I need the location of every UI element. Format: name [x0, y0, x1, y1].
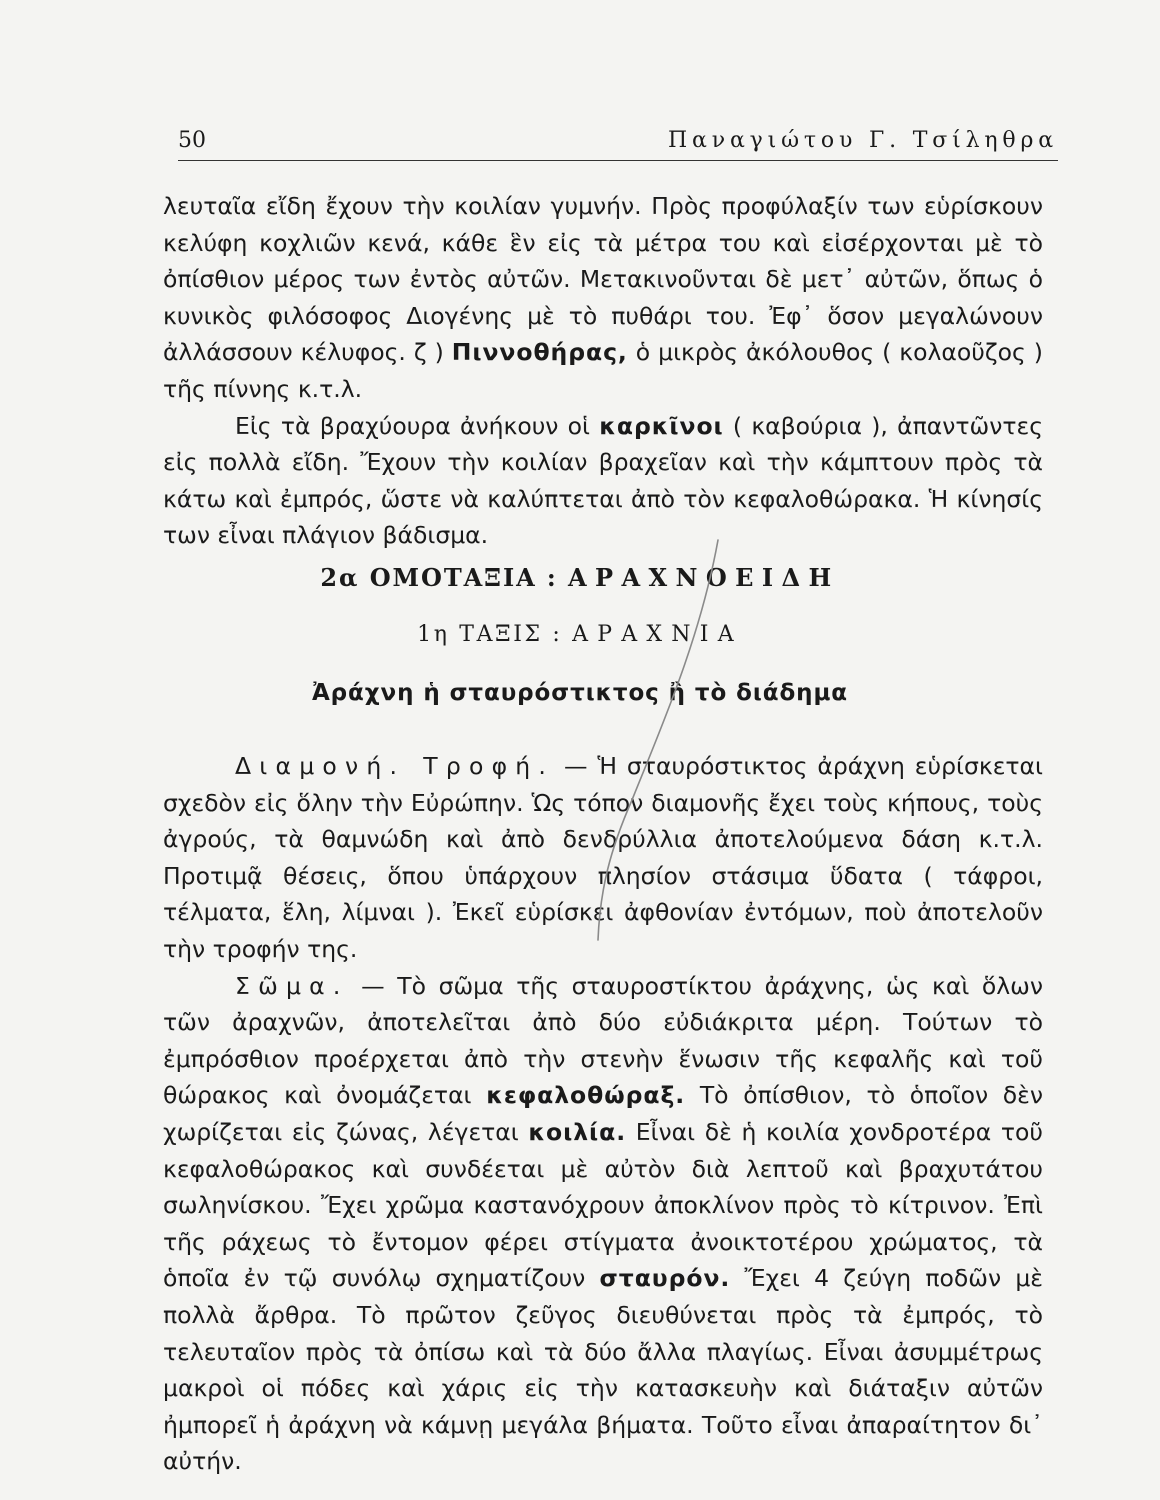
term-abdomen: κοιλία.: [528, 1117, 627, 1146]
body-text-bottom: [163, 748, 1043, 1480]
page-number: 50: [178, 128, 206, 153]
label-body: Σῶμα.: [235, 971, 349, 1000]
body-text-top: [163, 188, 1043, 554]
term-cross: σταυρόν.: [599, 1264, 731, 1293]
term-cephalothorax: κεφαλοθώραξ.: [486, 1081, 686, 1110]
heading-order-name: ΑΡΑΧΝΟΕΙΔΗ: [568, 563, 840, 592]
running-head: Παναγιώτου Γ. Τσίληθρα: [668, 128, 1058, 153]
heading-species: Ἀράχνη ἡ σταυρόστικτος ἢ τὸ διάδημα: [311, 680, 849, 706]
paragraph-hermit-crabs: λευταῖα εἴδη ἔχουν τὴν κοιλίαν γυμνήν. Πρὸς προφύλαξίν των εὑρίσκουν κελύφη κοχλιῶν κενά, κάθε ἓν εἰς τὰ μέτρα του καὶ εἰσέρχονται μὲ τὸ ὀπίσθιον μέρος των ἐντὸς αὐτῶν. Μετακινοῦνται δὲ μετ᾽ αὐτῶν, ὅπως ὁ κυνικὸς φιλόσοφος Διογένης μὲ τὸ πυθάρι του. Ἐφ᾽ ὅσον μεγαλώνουν ἀλλάσσουν κέλυφος. ζ ) Πιννοθήρας, ὁ μικρὸς ἀκόλουθος ( κολαοῦζος ) τῆς πίννης κ.τ.λ.: [163, 192, 1043, 403]
heading-class: 1η ΤΑΞΙΣ : ΑΡΑΧΝΙΑ: [417, 622, 743, 647]
page-header: [178, 128, 1058, 161]
term-pinnotheres: Πιννοθήρας,: [451, 338, 628, 367]
heading-class-name: ΑΡΑΧΝΙΑ: [572, 622, 743, 647]
paragraph-body: Σῶμα. — Τὸ σῶμα τῆς σταυροστίκτου ἀράχνης, ὡς καὶ ὅλων τῶν ἀραχνῶν, ἀποτελεῖται ἀπὸ δύο εὐδιάκριτα μέρη. Τούτων τὸ ἐμπρόσθιον προέρχεται ἀπὸ τὴν στενὴν ἕνωσιν τῆς κεφαλῆς καὶ τοῦ θώρακος καὶ ὀνομάζεται κεφαλοθώραξ. Τὸ ὀπίσθιον, τὸ ὁποῖον δὲν χωρίζεται εἰς ζώνας, λέγεται κοιλία. Εἶναι δὲ ἡ κοιλία χονδροτέρα τοῦ κεφαλοθώρακος καὶ συνδέεται μὲ αὐτὸν διὰ λεπτοῦ καὶ βραχυτάτου σωληνίσκου. Ἔχει χρῶμα καστανόχρουν ἀποκλίνον πρὸς τὸ κίτρινον. Ἐπὶ τῆς ράχεως τὸ ἔντομον φέρει στίγματα ἀνοικτοτέρου χρώματος, τὰ ὁποῖα ἐν τῷ συνόλῳ σχηματίζουν σταυρόν. Ἔχει 4 ζεύγη ποδῶν μὲ πολλὰ ἄρθρα. Τὸ πρῶτον ζεῦγος διευθύνεται πρὸς τὰ ἐμπρός, τὸ τελευταῖον πρὸς τὰ ὀπίσω καὶ τὰ δύο ἄλλα πλαγίως. Εἶναι ἀσυμμέτρως μακροὶ οἱ πόδες καὶ χάρις εἰς τὴν κατασκευὴν καὶ διάταξιν αὐτῶν ἠμπορεῖ ἡ ἀράχνη νὰ κάμνῃ μεγάλα βήματα. Τοῦτο εἶναι ἀπαραίτητον δι᾽ αὐτήν.: [163, 971, 1043, 1476]
paragraph-crabs: Εἰς τὰ βραχύουρα ἀνήκουν οἱ καρκῖνοι ( καβούρια ), ἀπαντῶντες εἰς πολλὰ εἴδη. Ἔχουν τὴν κοιλίαν βραχεῖαν καὶ τὴν κάμπτουν πρὸς τὰ κάτω καὶ ἐμπρός, ὥστε νὰ καλύπτεται ἀπὸ τὸν κεφαλοθώρακα. Ἡ κίνησίς των εἶναι πλάγιον βάδισμα.: [163, 411, 1043, 550]
heading-order: 2α ΟΜΟΤΑΞΙΑ : ΑΡΑΧΝΟΕΙΔΗ: [320, 563, 840, 592]
term-karkinoi: καρκῖνοι: [599, 411, 724, 440]
paragraph-habitat: Διαμονή. Τροφή. — Ἡ σταυρόστικτος ἀράχνη εὑρίσκεται σχεδὸν εἰς ὅλην τὴν Εὐρώπην. Ὡς τόπον διαμονῆς ἔχει τοὺς κήπους, τοὺς ἀγρούς, τὰ θαμνώδη καὶ ἀπὸ δενδρύλλια ἀποτελούμενα δάση κ.τ.λ. Προτιμᾷ θέσεις, ὅπου ὑπάρχουν πλησίον στάσιμα ὕδατα ( τάφροι, τέλματα, ἕλη, λίμναι ). Ἐκεῖ εὑρίσκει ἀφθονίαν ἐντόμων, ποὺ ἀποτελοῦν τὴν τροφήν της.: [163, 752, 1043, 963]
label-habitat: Διαμονή. Τροφή.: [235, 752, 555, 780]
